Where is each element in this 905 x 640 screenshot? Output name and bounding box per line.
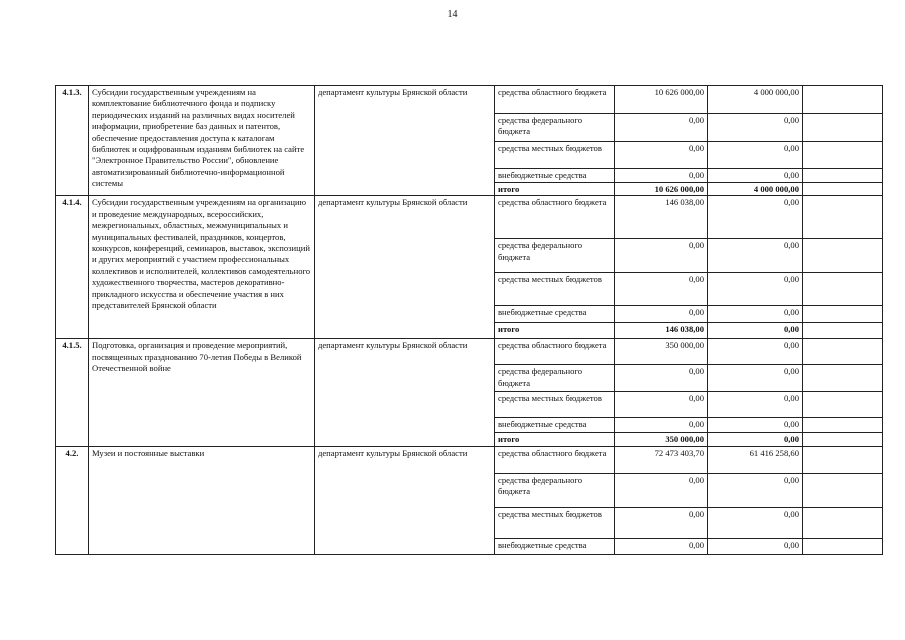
total-label: итого [495, 323, 615, 339]
item-number: 4.2. [56, 446, 89, 554]
amount-year-2: 0,00 [708, 273, 803, 306]
amount-year-1: 72 473 403,70 [615, 446, 708, 473]
empty-cell [803, 183, 883, 196]
funding-source: средства местных бюджетов [495, 142, 615, 169]
amount-year-2: 0,00 [708, 196, 803, 239]
funding-source: средства местных бюджетов [495, 273, 615, 306]
empty-cell [803, 538, 883, 554]
funding-source: внебюджетные средства [495, 306, 615, 323]
empty-cell [803, 418, 883, 433]
total-label: итого [495, 183, 615, 196]
table-row [56, 339, 883, 365]
funding-source: внебюджетные средства [495, 418, 615, 433]
amount-year-2: 0,00 [708, 114, 803, 142]
empty-cell [803, 273, 883, 306]
empty-cell [803, 239, 883, 273]
empty-cell [803, 169, 883, 183]
amount-year-2: 0,00 [708, 507, 803, 538]
amount-year-1: 350 000,00 [615, 339, 708, 365]
funding-source: средства областного бюджета [495, 446, 615, 473]
amount-year-1: 0,00 [615, 169, 708, 183]
amount-year-2: 0,00 [708, 323, 803, 339]
item-description: Подготовка, организация и проведение мероприятий, посвященных празднованию 70-летия Победы в Великой Отечественной войне [89, 339, 315, 446]
funding-source: средства областного бюджета [495, 86, 615, 114]
amount-year-1: 350 000,00 [615, 433, 708, 446]
amount-year-2: 61 416 258,60 [708, 446, 803, 473]
amount-year-1: 0,00 [615, 538, 708, 554]
amount-year-1: 0,00 [615, 473, 708, 507]
amount-year-1: 0,00 [615, 114, 708, 142]
empty-cell [803, 473, 883, 507]
amount-year-1: 146 038,00 [615, 196, 708, 239]
amount-year-2: 0,00 [708, 433, 803, 446]
table-row [56, 196, 883, 239]
amount-year-2: 0,00 [708, 538, 803, 554]
table-row [56, 86, 883, 114]
funding-source: средства федерального бюджета [495, 114, 615, 142]
total-label: итого [495, 433, 615, 446]
amount-year-1: 10 626 000,00 [615, 183, 708, 196]
funding-source: средства местных бюджетов [495, 507, 615, 538]
amount-year-2: 0,00 [708, 473, 803, 507]
empty-cell [803, 323, 883, 339]
funding-source: внебюджетные средства [495, 169, 615, 183]
empty-cell [803, 433, 883, 446]
funding-source: внебюджетные средства [495, 538, 615, 554]
budget-table [55, 85, 883, 555]
amount-year-1: 0,00 [615, 273, 708, 306]
amount-year-1: 0,00 [615, 418, 708, 433]
executor: департамент культуры Брянской области [315, 86, 495, 196]
amount-year-2: 0,00 [708, 169, 803, 183]
page-number: 14 [447, 9, 458, 20]
empty-cell [803, 306, 883, 323]
amount-year-2: 0,00 [708, 392, 803, 418]
empty-cell [803, 365, 883, 392]
amount-year-2: 0,00 [708, 339, 803, 365]
item-number: 4.1.3. [56, 86, 89, 196]
empty-cell [803, 339, 883, 365]
empty-cell [803, 446, 883, 473]
funding-source: средства федерального бюджета [495, 239, 615, 273]
amount-year-2: 4 000 000,00 [708, 183, 803, 196]
empty-cell [803, 114, 883, 142]
amount-year-1: 0,00 [615, 392, 708, 418]
item-number: 4.1.4. [56, 196, 89, 339]
empty-cell [803, 392, 883, 418]
executor: департамент культуры Брянской области [315, 446, 495, 554]
empty-cell [803, 86, 883, 114]
item-description: Музеи и постоянные выставки [89, 446, 315, 554]
empty-cell [803, 196, 883, 239]
amount-year-1: 0,00 [615, 365, 708, 392]
funding-source: средства областного бюджета [495, 196, 615, 239]
amount-year-2: 4 000 000,00 [708, 86, 803, 114]
empty-cell [803, 507, 883, 538]
amount-year-2: 0,00 [708, 365, 803, 392]
table-row [56, 446, 883, 473]
amount-year-1: 0,00 [615, 507, 708, 538]
amount-year-2: 0,00 [708, 418, 803, 433]
amount-year-2: 0,00 [708, 142, 803, 169]
executor: департамент культуры Брянской области [315, 339, 495, 446]
amount-year-1: 0,00 [615, 239, 708, 273]
item-description: Субсидии государственным учреждениям на комплектование библиотечного фонда и подписку периодических изданий на различных видах носителей информации, приобретение баз данных и патентов, обеспечение предоставления доступа к каталогам библиотек и оцифрованным изданиям библиотек на сайте "Электронное Правительство России", обновление автоматизированный библиотечно-информационной системы [89, 86, 315, 196]
amount-year-2: 0,00 [708, 306, 803, 323]
amount-year-1: 10 626 000,00 [615, 86, 708, 114]
amount-year-1: 0,00 [615, 142, 708, 169]
amount-year-1: 0,00 [615, 306, 708, 323]
funding-source: средства областного бюджета [495, 339, 615, 365]
funding-source: средства федерального бюджета [495, 473, 615, 507]
amount-year-2: 0,00 [708, 239, 803, 273]
funding-source: средства местных бюджетов [495, 392, 615, 418]
executor: департамент культуры Брянской области [315, 196, 495, 339]
item-description: Субсидии государственным учреждениям на организацию и проведение международных, всероссийских, межрегиональных, областных, межмуниципальных и муниципальных фестивалей, праздников, концертов, конкурсов, конференций, семинаров, выставок, экспозиций и других мероприятий с участием профессиональных коллективов и исполнителей, коллективов самодеятельного художественного творчества, мастеров декоративно-прикладного искусства и обеспечение участия в них представителей Брянской области [89, 196, 315, 339]
empty-cell [803, 142, 883, 169]
funding-source: средства федерального бюджета [495, 365, 615, 392]
amount-year-1: 146 038,00 [615, 323, 708, 339]
item-number: 4.1.5. [56, 339, 89, 446]
